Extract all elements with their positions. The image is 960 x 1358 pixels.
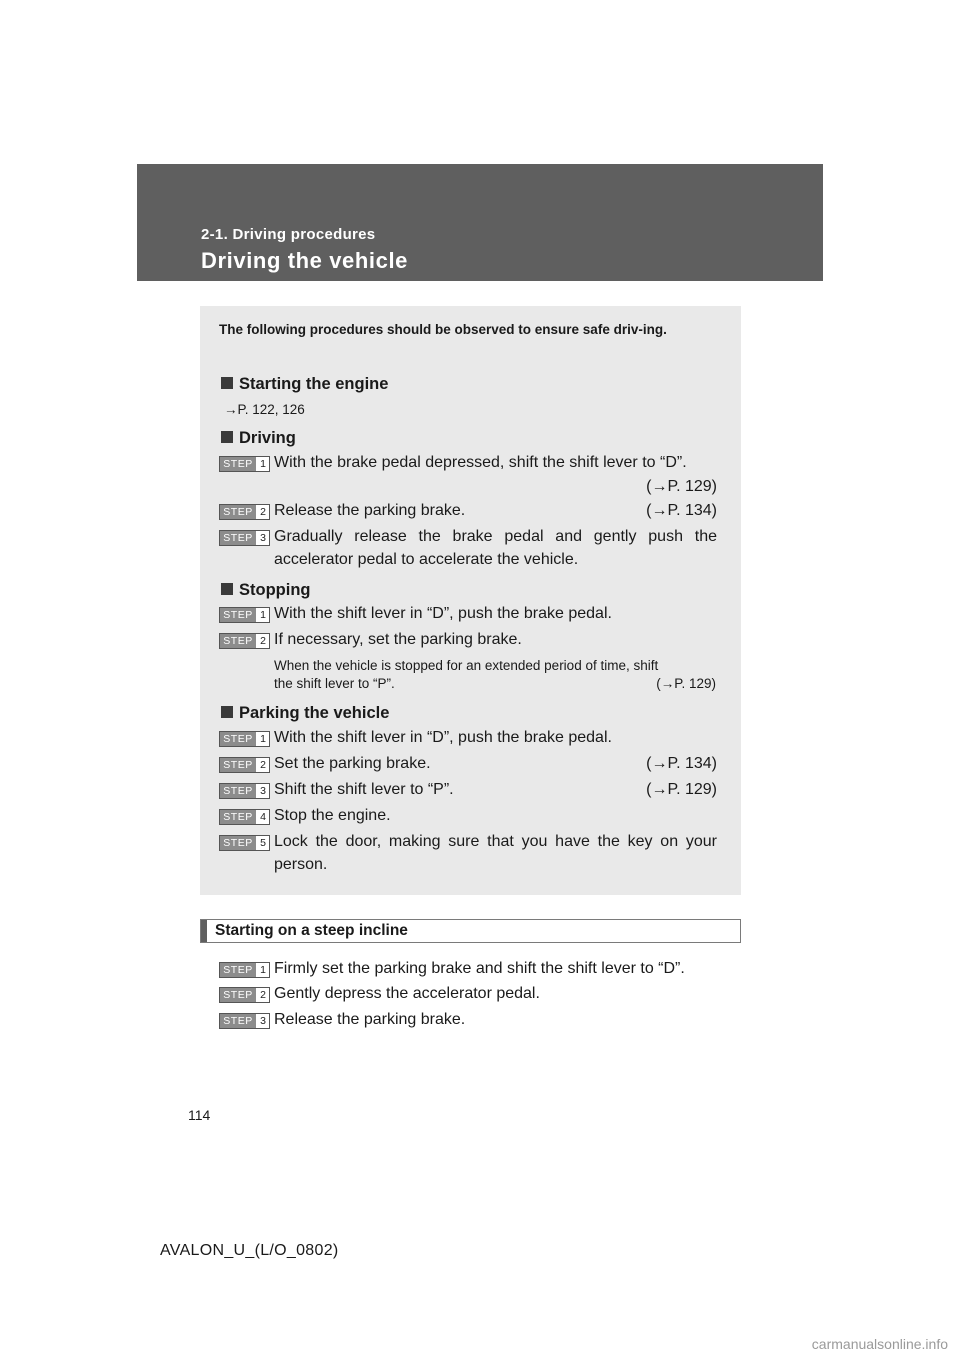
step-ref: (→P. 134) bbox=[646, 502, 717, 519]
step-badge: STEP 1 bbox=[219, 607, 270, 623]
step-badge: STEP 3 bbox=[219, 1013, 270, 1029]
step-text: Firmly set the parking brake and shift the shift lever to “D”. bbox=[274, 960, 685, 977]
step-text: With the shift lever in “D”, push the brake pedal. bbox=[274, 605, 612, 622]
step-badge: STEP 5 bbox=[219, 835, 270, 851]
section-header bbox=[137, 164, 823, 281]
step-text: Set the parking brake. bbox=[274, 755, 431, 772]
square-bullet-icon bbox=[221, 706, 233, 718]
step-text: With the brake pedal depressed, shift the shift lever to “D”. bbox=[274, 454, 687, 471]
step-text: Lock the door, making sure that you have the key on your bbox=[274, 833, 717, 850]
intro-text: The following procedures should be observed to ensure safe driv-ing. bbox=[219, 322, 667, 337]
heading-driving: Driving bbox=[221, 429, 296, 448]
page-title: Driving the vehicle bbox=[201, 248, 409, 273]
step-text: Shift the shift lever to “P”. bbox=[274, 781, 454, 798]
note-line-with-ref: the shift lever to “P”. (→P. 129) bbox=[274, 676, 716, 691]
incline-heading-bar bbox=[200, 919, 741, 943]
step-badge: STEP 4 bbox=[219, 809, 270, 825]
page-number: 114 bbox=[188, 1107, 211, 1123]
note-line: When the vehicle is stopped for an extended period of time, shift bbox=[274, 658, 659, 673]
watermark: carmanualsonline.info bbox=[811, 1336, 948, 1352]
step-text: Release the parking brake. bbox=[274, 1011, 466, 1028]
step-ref: (→P. 134) bbox=[646, 755, 717, 772]
section-label: 2-1. Driving procedures bbox=[201, 226, 376, 243]
step-ref: (→P. 129) bbox=[646, 781, 717, 798]
step-text: Stop the engine. bbox=[274, 807, 391, 824]
step-badge: STEP 1 bbox=[219, 731, 270, 747]
heading-accent bbox=[201, 920, 207, 942]
heading-incline: Starting on a steep incline bbox=[215, 922, 408, 939]
step-badge: STEP 1 bbox=[219, 456, 270, 472]
step-badge: STEP 2 bbox=[219, 987, 270, 1003]
step-text: If necessary, set the parking brake. bbox=[274, 631, 522, 648]
heading-starting-engine: Starting the engine bbox=[221, 375, 388, 394]
step-text: With the shift lever in “D”, push the brake pedal. bbox=[274, 729, 612, 746]
step-text-continued: person. bbox=[274, 856, 328, 873]
stopping-note bbox=[274, 657, 716, 693]
step-badge: STEP 3 bbox=[219, 530, 270, 546]
step-badge: STEP 2 bbox=[219, 504, 270, 520]
heading-parking: Parking the vehicle bbox=[221, 704, 389, 723]
step-ref: (→P. 129) bbox=[646, 478, 717, 495]
step-text: Gradually release the brake pedal and gently push the bbox=[274, 528, 717, 545]
step-badge: STEP 3 bbox=[219, 783, 270, 799]
step-text: Gently depress the accelerator pedal. bbox=[274, 985, 540, 1002]
step-text-continued: accelerator pedal to accelerate the vehicle. bbox=[274, 551, 579, 568]
footer-code: AVALON_U_(L/O_0802) bbox=[160, 1242, 339, 1259]
note-ref: (→P. 129) bbox=[656, 676, 716, 691]
square-bullet-icon bbox=[221, 583, 233, 595]
starting-engine-ref: →P. 122, 126 bbox=[224, 402, 305, 417]
step-badge: STEP 1 bbox=[219, 962, 270, 978]
square-bullet-icon bbox=[221, 431, 233, 443]
step-badge: STEP 2 bbox=[219, 757, 270, 773]
step-badge: STEP 2 bbox=[219, 633, 270, 649]
step-text: Release the parking brake. bbox=[274, 502, 466, 519]
heading-stopping: Stopping bbox=[221, 581, 310, 600]
square-bullet-icon bbox=[221, 377, 233, 389]
